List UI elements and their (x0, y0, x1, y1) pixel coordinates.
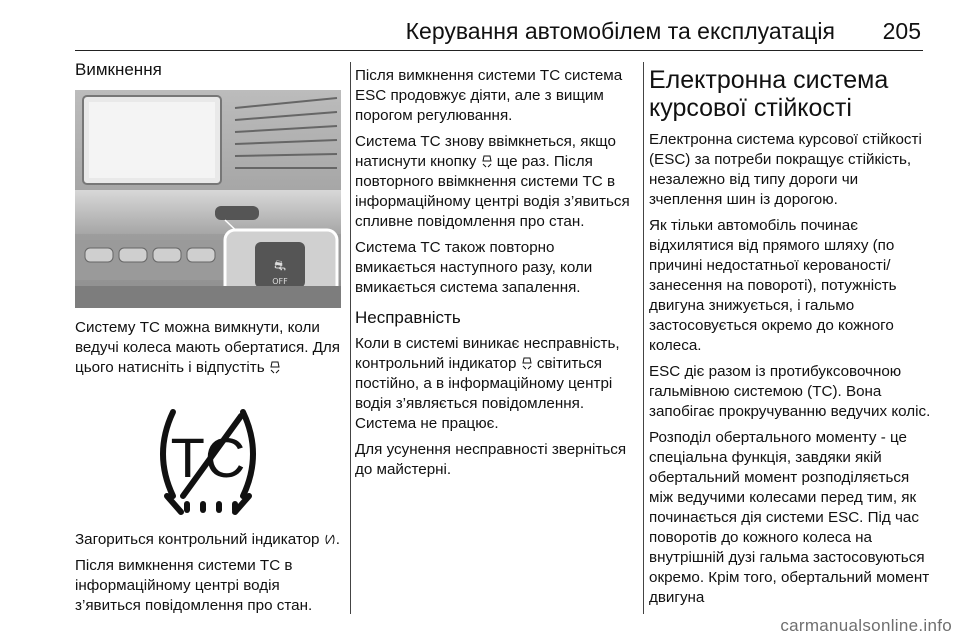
svg-text:TC: TC (170, 426, 246, 489)
paragraph-text: Як тільки автомобіль починає відхилятися від прямого шляху (по причині недостатньої керованості/занесення на повороті), потужність двигуна знижується, і гальмо застосовується окремо до кожного колеса. (649, 217, 897, 354)
section-heading: Вимкнення (75, 60, 162, 79)
paragraph-text: Після вимкнення системи TC в інформаційному центрі водія з’явиться повідомлення про стан. (75, 557, 313, 614)
page-header (75, 14, 923, 51)
header-title: Керування автомобілем та експлуатація (405, 18, 835, 44)
column-divider (350, 62, 351, 614)
watermark: carmanualsonline.info (780, 616, 952, 635)
paragraph-text: Електронна система курсової стійкості (ESC) за потреби покращує стійкість, незалежно від типу дороги чи зчеплення шин із дорогою. (649, 131, 922, 208)
dashboard-photo (75, 90, 341, 308)
esc-button-icon (481, 155, 493, 168)
paragraph-text: ESC діє разом із протибуксовочною гальмівною системою (TC). Вона запобігає прокручуванню ведучих коліс. (649, 363, 931, 420)
paragraph-text: Для усунення несправності зверніться до майстерні. (355, 441, 627, 478)
page-number: 205 (882, 18, 921, 44)
column-3 (649, 66, 934, 614)
tc-off-indicator-icon (75, 384, 341, 524)
section-heading: Несправність (355, 308, 461, 327)
paragraph-text: Коли в системі виникає несправність, контрольний індикатор (355, 335, 620, 372)
section-title: Електронна система курсової стійкості (649, 66, 889, 122)
paragraph-text: Розподіл обертального моменту - це спеціальна функція, завдяки якій обертальний момент розподіляється між ведучими колесами перед тим, як починається дія системи ESC. Під час поворотів до кожного колеса на внутрішній дузі гальма застосовуються окремо. Крім того, обертальний момент двигуна (649, 429, 930, 606)
column-divider (643, 62, 644, 614)
paragraph-text: Загориться контрольний індикатор (75, 531, 320, 548)
svg-text:⛐: ⛐ (273, 258, 287, 274)
esc-button-icon (269, 361, 281, 374)
column-2 (355, 66, 635, 486)
tc-off-small-icon (324, 533, 336, 546)
paragraph-text: Система TC також повторно вмикається наступного разу, коли вмикається система запалення. (355, 239, 593, 296)
column-1: Вимкнення ⛐ OFF Систему TC можна вимкнути, коли ведучі колеса мають обертатися. Для цього натисніть і відпустіть TC Загориться контрольний індикатор . Після вимкнення системи TC в інформаційному центрі водія з’явиться повідомлення про стан. (75, 60, 341, 614)
esc-indicator-icon (521, 357, 533, 370)
paragraph-text: ще раз. Після повторного ввімкнення системи TC в інформаційному центрі водія з’явиться спливне повідомлення про стан. (355, 153, 630, 230)
paragraph-text: Систему TC можна вимкнути, коли ведучі колеса мають обертатися. Для цього натисніть і відпустіть (75, 319, 341, 376)
paragraph-text: Система TC знову ввімкнеться, якщо натиснути кнопку (355, 133, 616, 170)
svg-text:OFF: OFF (272, 277, 288, 286)
paragraph-text: світиться постійно, а в інформаційному центрі водія з’являється повідомлення. Система не працює. (355, 355, 613, 432)
paragraph-text: Після вимкнення системи TC система ESC продовжує діяти, але з вищим порогом регулювання. (355, 67, 623, 124)
